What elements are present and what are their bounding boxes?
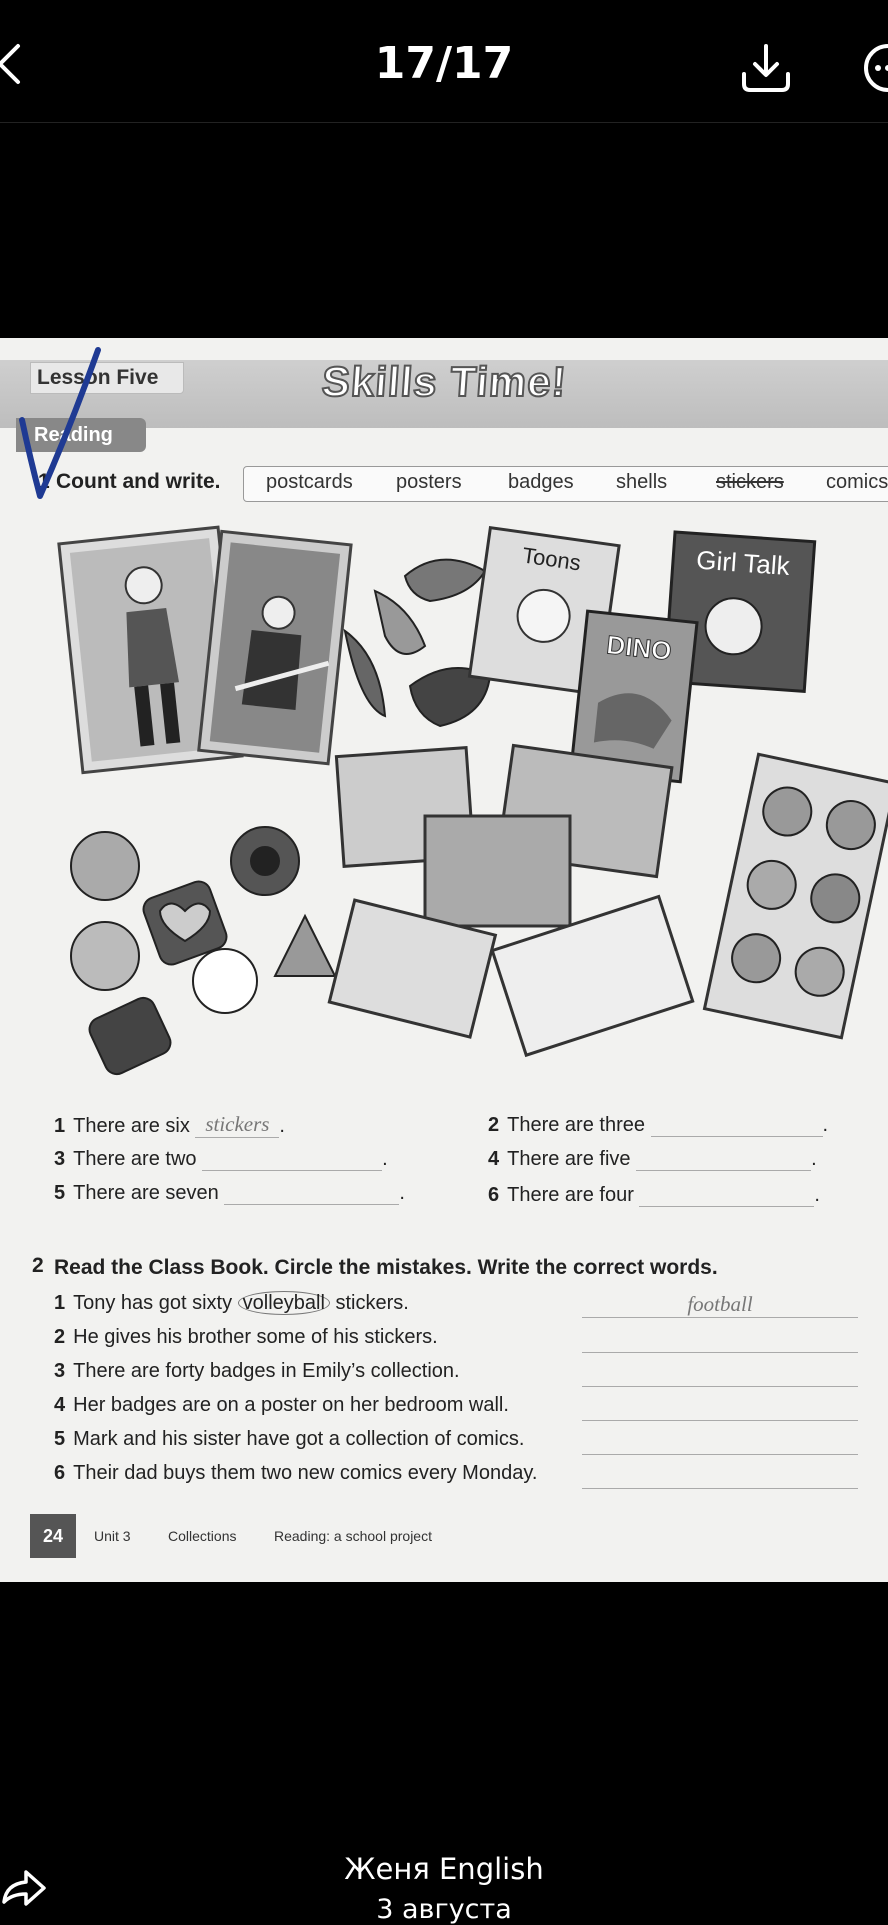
word-stickers: stickers — [716, 471, 784, 493]
question-5: 5 There are seven . — [54, 1182, 405, 1204]
word-shells: shells — [616, 471, 668, 493]
page-title: Skills Time! — [320, 358, 569, 405]
ex2-answer-3[interactable] — [582, 1362, 858, 1387]
comic-title-girl-talk: Girl Talk — [695, 544, 791, 582]
answer-field-4[interactable] — [636, 1148, 811, 1171]
ex2-item-3: 3 There are forty badges in Emily’s collection. — [54, 1360, 460, 1382]
post-author[interactable]: Женя English — [344, 1852, 544, 1886]
badges — [71, 827, 335, 1076]
lesson-tab: Lesson Five — [30, 362, 184, 394]
poster-guitarist — [199, 531, 351, 763]
answer-field-2[interactable] — [651, 1114, 823, 1137]
word-posters: posters — [396, 471, 462, 493]
postcards — [329, 745, 692, 1055]
shells — [345, 560, 490, 726]
section-tag: Reading — [16, 418, 146, 452]
illustrations — [40, 516, 888, 1076]
exercise-1-instruction: Count and write. — [56, 470, 221, 493]
question-1: 1 There are six stickers . — [54, 1112, 285, 1137]
ex2-item-5: 5 Mark and his sister have got a collection of comics. — [54, 1428, 525, 1450]
pen-checkmark — [0, 338, 130, 508]
exercise-2-number: 2 — [32, 1254, 44, 1277]
circled-mistake: volleyball — [238, 1291, 330, 1315]
answer-field-6[interactable] — [639, 1184, 814, 1207]
exercise-2-instruction: Read the Class Book. Circle the mistakes. Write the correct words. — [54, 1256, 718, 1279]
comic-title-dino: DINO — [605, 629, 673, 667]
word-badges: badges — [508, 471, 574, 493]
ex2-answer-4[interactable] — [582, 1396, 858, 1421]
footer-topic: Collections — [168, 1528, 237, 1544]
more-options-icon[interactable] — [860, 40, 888, 96]
comic-title-toons: Toons — [520, 542, 583, 576]
post-date: 3 августа — [376, 1894, 512, 1925]
ex2-item-2: 2 He gives his brother some of his stickers. — [54, 1326, 438, 1348]
answer-field-5[interactable] — [224, 1182, 399, 1205]
ex2-item-1: 1 Tony has got sixty volleyball stickers. — [54, 1292, 409, 1314]
sticker-sheet — [705, 754, 888, 1037]
word-box — [243, 466, 888, 502]
footer-section: Reading: a school project — [274, 1528, 432, 1544]
ex2-answer-2[interactable] — [582, 1328, 858, 1353]
question-4: 4 There are five . — [488, 1148, 817, 1170]
word-comics: comics — [826, 471, 888, 493]
answer-field-3[interactable] — [202, 1148, 382, 1171]
page-number: 24 — [30, 1514, 76, 1558]
question-3: 3 There are two . — [54, 1148, 388, 1170]
exercise-1-number: 1 — [38, 470, 50, 493]
image-counter: 17/17 — [374, 38, 514, 89]
ex2-item-6: 6 Their dad buys them two new comics every Monday. — [54, 1462, 538, 1484]
ex2-item-4: 4 Her badges are on a poster on her bedroom wall. — [54, 1394, 509, 1416]
question-2: 2 There are three . — [488, 1114, 829, 1136]
word-postcards: postcards — [266, 471, 353, 493]
ex2-answer-6[interactable] — [582, 1464, 858, 1489]
workbook-page — [0, 338, 888, 1582]
footer-unit: Unit 3 — [94, 1528, 131, 1544]
ex2-answer-5[interactable] — [582, 1430, 858, 1455]
ex2-answer-1[interactable]: football — [582, 1292, 858, 1318]
download-icon[interactable] — [738, 40, 794, 96]
question-6: 6 There are four . — [488, 1184, 820, 1206]
answer-field-1[interactable]: stickers — [195, 1112, 279, 1138]
